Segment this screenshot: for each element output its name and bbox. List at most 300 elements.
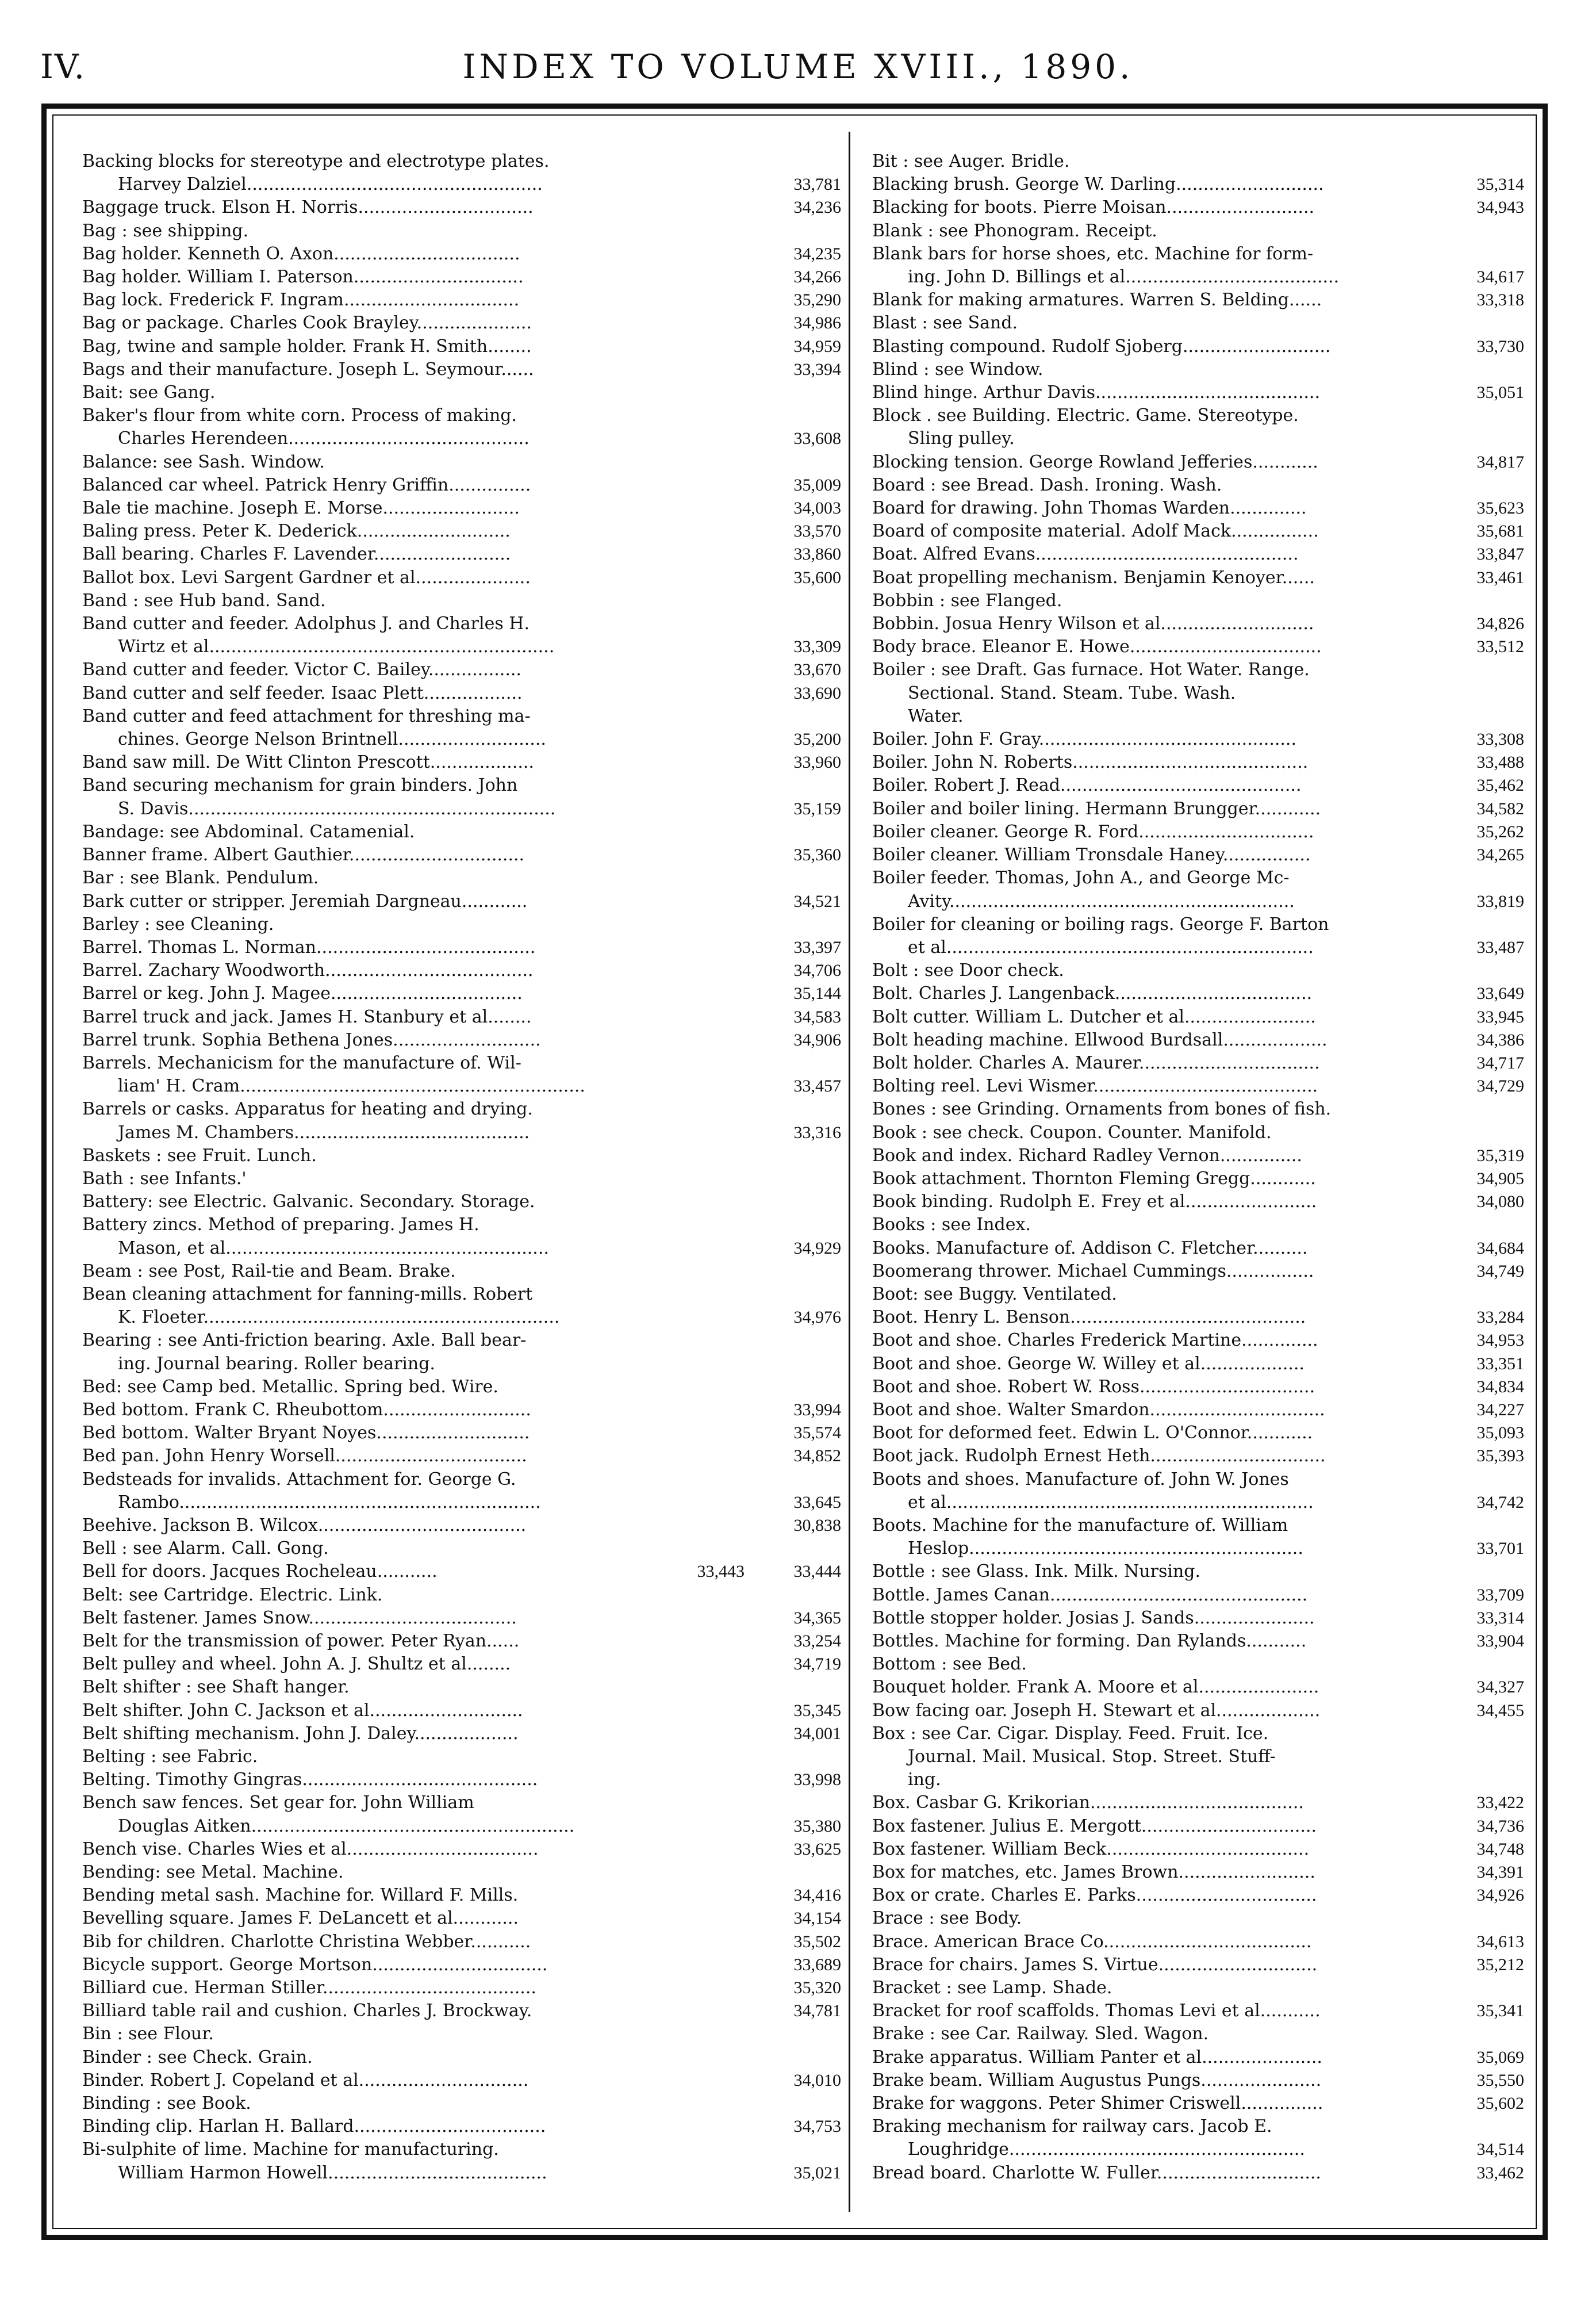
index-entry-text: Bag holder. William I. Paterson............................... — [82, 267, 524, 288]
index-entry-line — [872, 1167, 1524, 1190]
patent-number: 34,521 — [793, 891, 841, 911]
index-entry-text: Barrel. Zachary Woodworth...................................... — [82, 960, 534, 981]
index-entry-text: Bin : see Flour. — [82, 2024, 214, 2044]
index-entry-line — [82, 982, 841, 1005]
index-entry-line — [82, 1931, 841, 1954]
index-entry-line — [872, 2023, 1524, 2046]
index-entry-line — [872, 266, 1524, 289]
index-entry-line — [872, 1560, 1524, 1583]
index-entry-text: James M. Chambers........................................... — [118, 1122, 530, 1143]
index-entry-text: Bouquet holder. Frank A. Moore et al...................... — [872, 1677, 1319, 1698]
index-entry-line — [82, 335, 841, 358]
index-entry-text: Boiler feeder. Thomas, John A., and George Mc- — [872, 868, 1290, 888]
index-entry-text: Mason, et al........................................................... — [118, 1238, 549, 1258]
patent-number: 34,327 — [1476, 1678, 1524, 1697]
patent-number: 34,235 — [793, 244, 841, 263]
index-entry-line — [872, 1260, 1524, 1283]
patent-number: 33,625 — [793, 1839, 841, 1859]
index-entry-line — [872, 1537, 1524, 1560]
index-entry-text: Boat. Alfred Evans................................................ — [872, 544, 1299, 565]
index-entry-line — [872, 1607, 1524, 1630]
index-entry-line — [872, 1121, 1524, 1144]
index-entry-text: Brace : see Body. — [872, 1908, 1022, 1929]
index-entry-text: Box fastener. William Beck..................................... — [872, 1839, 1310, 1859]
index-entry-text: Beehive. Jackson B. Wilcox...................................... — [82, 1515, 527, 1535]
index-entry-text: Avity............................................................... — [908, 891, 1295, 912]
index-entry-line — [872, 1075, 1524, 1098]
index-entry-line — [872, 1283, 1524, 1306]
patent-number: 34,684 — [1476, 1238, 1524, 1258]
index-entry-line — [872, 196, 1524, 219]
index-entry-line — [82, 150, 841, 173]
index-entry-line — [82, 728, 841, 751]
index-entry-text: Bi-sulphite of lime. Machine for manufacturing. — [82, 2139, 499, 2160]
patent-number: 34,236 — [793, 198, 841, 217]
patent-number: 35,623 — [1476, 499, 1524, 518]
patent-number: 34,753 — [793, 2117, 841, 2136]
index-entry-line — [82, 404, 841, 427]
page-number: IV. — [40, 47, 86, 86]
index-entry-text: Bottle : see Glass. Ink. Milk. Nursing. — [872, 1561, 1201, 1582]
index-entry-text: Bottom : see Bed. — [872, 1654, 1027, 1675]
index-entry-text: Bolt : see Door check. — [872, 960, 1064, 981]
index-entry-text: Band cutter and feeder. Victor C. Bailey................. — [82, 660, 521, 680]
index-entry-text: Blasting compound. Rudolf Sjoberg........................... — [872, 336, 1331, 357]
index-entry-text: Brace. American Brace Co...................................... — [872, 1931, 1312, 1952]
index-entry-line — [82, 798, 841, 821]
index-entry-line — [82, 266, 841, 289]
index-entry-line — [872, 774, 1524, 797]
index-entry-text: chines. George Nelson Brintnell........................... — [118, 729, 546, 750]
patent-number: 33,254 — [793, 1632, 841, 1650]
patent-number: 35,320 — [793, 1978, 841, 1998]
index-entry-text: William Harmon Howell........................................ — [118, 2162, 547, 2183]
index-entry-text: Bolt cutter. William L. Dutcher et al........................ — [872, 1006, 1316, 1027]
column-divider — [849, 132, 850, 2212]
index-entry-line — [82, 774, 841, 797]
patent-number: 35,051 — [1476, 383, 1524, 403]
index-entry-line — [872, 1144, 1524, 1167]
index-entry-line — [872, 1237, 1524, 1260]
patent-number: 34,817 — [1476, 452, 1524, 472]
patent-number: 33,998 — [793, 1770, 841, 1790]
index-entry-line — [82, 612, 841, 635]
index-entry-text: Bag or package. Charles Cook Brayley..................... — [82, 313, 532, 334]
index-entry-text: Board for drawing. John Thomas Warden.............. — [872, 498, 1307, 519]
index-entry-line — [82, 589, 841, 612]
index-entry-text: Board : see Bread. Dash. Ironing. Wash. — [872, 474, 1222, 495]
index-entry-text: Boiler. John F. Gray............................................... — [872, 729, 1297, 750]
index-entry-line — [872, 1676, 1524, 1699]
index-entry-text: Band : see Hub band. Sand. — [82, 590, 326, 611]
patent-number: 35,144 — [793, 984, 841, 1004]
patent-number: 34,953 — [1476, 1331, 1524, 1350]
index-entry-line — [82, 1213, 841, 1236]
index-entry-line — [872, 1791, 1524, 1814]
index-entry-text: ing. John D. Billings et al....................................... — [908, 267, 1340, 288]
index-entry-line — [872, 705, 1524, 728]
index-entry-line — [872, 1213, 1524, 1236]
index-entry-text: Box : see Car. Cigar. Display. Feed. Fruit. Ice. — [872, 1723, 1269, 1744]
index-entry-line — [872, 358, 1524, 381]
index-entry-text: Books : see Index. — [872, 1215, 1031, 1235]
patent-number: 34,749 — [1476, 1261, 1524, 1281]
index-entry-text: Barrel trunk. Sophia Bethena Jones........................... — [82, 1029, 541, 1050]
index-entry-text: Battery zincs. Method of preparing. James H. — [82, 1215, 479, 1235]
patent-number: 35,314 — [1476, 175, 1524, 194]
index-entry-line — [82, 243, 841, 266]
index-entry-line — [872, 1468, 1524, 1491]
index-entry-line — [82, 2138, 841, 2161]
index-entry-text: Band securing mechanism for grain binders. John — [82, 775, 518, 796]
index-entry-line — [872, 1306, 1524, 1329]
index-entry-line — [872, 427, 1524, 450]
index-entry-line — [82, 1006, 841, 1029]
index-entry-text: Water. — [908, 706, 964, 726]
index-entry-line — [82, 1791, 841, 1814]
index-entry-line — [872, 1353, 1524, 1376]
index-entry-line — [82, 1768, 841, 1791]
patent-number: 33,649 — [1476, 984, 1524, 1004]
index-entry-line — [872, 1190, 1524, 1213]
index-entry-line — [872, 1815, 1524, 1838]
patent-number: 33,960 — [793, 753, 841, 772]
index-entry-text: Boot: see Buggy. Ventilated. — [872, 1284, 1117, 1304]
patent-number: 35,574 — [793, 1423, 841, 1443]
patent-number: 35,093 — [1476, 1423, 1524, 1443]
patent-number: 35,462 — [1476, 776, 1524, 795]
patent-number: 34,583 — [793, 1007, 841, 1027]
index-entry-line — [82, 936, 841, 959]
index-entry-line — [82, 1907, 841, 1930]
index-entry-text: Box fastener. Julius E. Mergott................................ — [872, 1816, 1317, 1836]
index-entry-text: Barrel or keg. John J. Magee................................... — [82, 983, 523, 1004]
index-entry-line — [82, 1144, 841, 1167]
index-entry-text: Blind hinge. Arthur Davis......................................... — [872, 382, 1321, 403]
index-entry-line — [872, 1768, 1524, 1791]
index-entry-line — [82, 497, 841, 520]
index-entry-text: Book binding. Rudolph E. Frey et al........................ — [872, 1192, 1317, 1212]
index-entry-line — [82, 220, 841, 243]
patent-number: 35,502 — [793, 1932, 841, 1951]
patent-number: 34,154 — [793, 1909, 841, 1928]
index-entry-text: Boat propelling mechanism. Benjamin Kenoyer...... — [872, 567, 1315, 588]
index-entry-text: Block . see Building. Electric. Game. Stereotype. — [872, 405, 1299, 426]
index-entry-line — [82, 751, 841, 774]
index-entry-line — [872, 220, 1524, 243]
patent-number: 34,391 — [1476, 1863, 1524, 1882]
index-entry-text: Boot. Henry L. Benson........................................... — [872, 1307, 1306, 1328]
index-entry-text: Book and index. Richard Radley Vernon............... — [872, 1145, 1302, 1166]
index-entry-text: Boiler for cleaning or boiling rags. George F. Barton — [872, 914, 1329, 935]
index-entry-text: Blank bars for horse shoes, etc. Machine for form- — [872, 243, 1314, 264]
patent-number: 33,904 — [1476, 1632, 1524, 1650]
index-entry-line — [872, 1931, 1524, 1954]
index-entry-line — [872, 566, 1524, 589]
patent-number: 33,645 — [793, 1492, 841, 1512]
index-entry-line — [82, 1954, 841, 1977]
patent-number: 35,200 — [793, 730, 841, 749]
index-entry-text: Boiler. John N. Roberts........................................... — [872, 752, 1309, 773]
index-entry-text: ing. — [908, 1770, 941, 1790]
patent-number: 33,701 — [1476, 1539, 1524, 1558]
index-entry-text: Barley : see Cleaning. — [82, 914, 274, 935]
index-entry-text: Belt shifting mechanism. John J. Daley................... — [82, 1723, 519, 1744]
index-entry-text: Bow facing oar. Joseph H. Stewart et al................... — [872, 1700, 1321, 1721]
index-entry-text: Bottle stopper holder. Josias J. Sands...................... — [872, 1607, 1315, 1628]
index-entry-line — [872, 1977, 1524, 2000]
index-entry-line — [82, 2115, 841, 2138]
index-entry-line — [872, 1329, 1524, 1352]
patent-number: 34,514 — [1476, 2140, 1524, 2159]
index-entry-line — [82, 1306, 841, 1329]
index-entry-line — [872, 1745, 1524, 1768]
patent-number: 33,487 — [1476, 937, 1524, 957]
index-entry-line — [872, 1376, 1524, 1399]
patent-number: 34,613 — [1476, 1932, 1524, 1951]
index-entry-text: Heslop............................................................. — [908, 1538, 1303, 1559]
index-entry-text: Brake beam. William Augustus Pungs...................... — [872, 2070, 1322, 2090]
index-entry-text: Baling press. Peter K. Dederick............................ — [82, 521, 511, 542]
index-entry-text: Blank : see Phonogram. Receipt. — [872, 220, 1157, 241]
index-entry-text: Brake for waggons. Peter Shimer Criswell............... — [872, 2093, 1323, 2114]
index-entry-line — [82, 1052, 841, 1075]
index-entry-text: et al................................................................... — [908, 1492, 1314, 1512]
index-entry-line — [82, 358, 841, 381]
patent-number: 33,284 — [1476, 1308, 1524, 1327]
index-entry-text: Boot and shoe. Robert W. Ross................................ — [872, 1376, 1315, 1397]
index-entry-text: Bolt holder. Charles A. Maurer................................. — [872, 1052, 1320, 1073]
index-entry-text: Bottles. Machine for forming. Dan Rylands........... — [872, 1631, 1307, 1651]
index-entry-text: Bit : see Auger. Bridle. — [872, 151, 1070, 171]
patent-number: 35,021 — [793, 2163, 841, 2182]
index-entry-text: Binding clip. Harlan H. Ballard................................... — [82, 2116, 546, 2137]
index-entry-line — [82, 821, 841, 844]
index-entry-line — [82, 1237, 841, 1260]
index-entry-text: ing. Journal bearing. Roller bearing. — [118, 1353, 435, 1374]
index-entry-line — [872, 474, 1524, 497]
patent-number: 33,308 — [1476, 730, 1524, 749]
index-entry-line — [872, 1514, 1524, 1537]
patent-number: 33,316 — [793, 1123, 841, 1142]
index-entry-text: Ball bearing. Charles F. Lavender......................... — [82, 544, 511, 565]
index-entry-text: Barrel. Thomas L. Norman........................................ — [82, 937, 536, 958]
index-entry-line — [82, 1376, 841, 1399]
index-entry-text: Bending: see Metal. Machine. — [82, 1862, 344, 1883]
index-entry-line — [872, 543, 1524, 566]
index-entry-text: Harvey Dalziel...................................................... — [118, 174, 543, 195]
index-entry-line — [872, 1630, 1524, 1653]
index-entry-text: Bell for doors. Jacques Rocheleau........... — [82, 1561, 438, 1582]
index-entry-line — [82, 1699, 841, 1722]
patent-number: 35,600 — [793, 568, 841, 587]
patent-number: 34,266 — [793, 267, 841, 287]
patent-number: 34,003 — [793, 499, 841, 518]
index-entry-line — [82, 682, 841, 705]
index-entry-line — [82, 1353, 841, 1376]
index-entry-line — [82, 635, 841, 658]
index-entry-text: Sectional. Stand. Steam. Tube. Wash. — [908, 683, 1236, 703]
index-entry-text: Boot jack. Rudolph Ernest Heth................................ — [872, 1446, 1326, 1466]
index-entry-text: Bag, twine and sample holder. Frank H. Smith........ — [82, 336, 532, 357]
index-entry-line — [82, 867, 841, 890]
index-entry-text: liam' H. Cram............................................................... — [118, 1076, 585, 1097]
index-entry-text: Bar : see Blank. Pendulum. — [82, 868, 319, 888]
index-entry-line — [82, 1167, 841, 1190]
index-entry-text: Loughridge...................................................... — [908, 2139, 1305, 2160]
index-entry-text: Bobbin. Josua Henry Wilson et al............................ — [872, 614, 1314, 634]
patent-number: 34,729 — [1476, 1077, 1524, 1096]
index-entry-line — [872, 867, 1524, 890]
index-entry-text: Binder. Robert J. Copeland et al............................... — [82, 2070, 529, 2090]
index-entry-line — [872, 1399, 1524, 1422]
index-entry-line — [82, 474, 841, 497]
index-entry-line — [82, 1861, 841, 1884]
index-entry-line — [82, 1745, 841, 1768]
index-entry-text: Belting : see Fabric. — [82, 1747, 258, 1767]
index-entry-line — [82, 1491, 841, 1514]
index-entry-text: Bolt. Charles J. Langenback.................................... — [872, 983, 1313, 1004]
patent-number: 33,689 — [793, 1955, 841, 1974]
index-entry-line — [82, 196, 841, 219]
index-entry-line — [82, 959, 841, 982]
index-entry-line — [82, 312, 841, 335]
index-entry-line — [82, 1884, 841, 1907]
patent-number: 35,345 — [793, 1701, 841, 1720]
index-entry-line — [82, 1468, 841, 1491]
index-entry-text: Bolt heading machine. Ellwood Burdsall................... — [872, 1029, 1328, 1050]
index-entry-line — [872, 243, 1524, 266]
index-entry-text: Bark cutter or stripper. Jeremiah Dargneau............ — [82, 891, 528, 912]
index-entry-text: Bolting reel. Levi Wismer......................................... — [872, 1076, 1318, 1097]
index-entry-text: Bib for children. Charlotte Christina Webber........... — [82, 1931, 531, 1952]
index-column-right — [872, 150, 1524, 2235]
index-entry-line — [82, 1075, 841, 1098]
index-entry-line — [82, 451, 841, 474]
index-entry-text: Bag lock. Frederick F. Ingram................................ — [82, 290, 520, 311]
index-entry-text: Boot and shoe. Charles Frederick Martine.............. — [872, 1330, 1318, 1351]
index-entry-line — [872, 1884, 1524, 1907]
index-entry-line — [872, 682, 1524, 705]
index-entry-line — [872, 1098, 1524, 1121]
index-entry-text: Belt shifter : see Shaft hanger. — [82, 1677, 350, 1698]
index-entry-line — [872, 312, 1524, 335]
index-entry-text: Bones : see Grinding. Ornaments from bones of fish. — [872, 1099, 1332, 1120]
index-entry-line — [872, 821, 1524, 844]
index-entry-line — [872, 1653, 1524, 1676]
index-entry-line — [82, 1815, 841, 1838]
index-entry-text: Braking mechanism for railway cars. Jacob E. — [872, 2116, 1272, 2137]
index-entry-text: Books. Manufacture of. Addison C. Fletcher.......... — [872, 1238, 1308, 1258]
index-entry-text: Journal. Mail. Musical. Stop. Street. Stuff- — [908, 1747, 1276, 1767]
patent-number: 35,009 — [793, 475, 841, 495]
patent-number: 34,906 — [793, 1030, 841, 1050]
index-entry-line — [82, 658, 841, 681]
index-entry-line — [82, 1190, 841, 1213]
index-entry-text: Bag : see shipping. — [82, 220, 249, 241]
index-entry-text: Band cutter and self feeder. Isaac Plett.................. — [82, 683, 523, 703]
index-entry-text: Bicycle support. George Mortson................................ — [82, 1954, 548, 1975]
patent-number: 33,444 — [793, 1562, 841, 1581]
index-entry-line — [82, 1584, 841, 1607]
index-entry-text: Brake : see Car. Railway. Sled. Wagon. — [872, 2024, 1209, 2044]
index-entry-text: Balance: see Sash. Window. — [82, 451, 325, 472]
index-entry-text: Bed pan. John Henry Worsell................................... — [82, 1446, 527, 1466]
index-entry-text: Bath : see Infants.' — [82, 1168, 247, 1189]
patent-number: 33,318 — [1476, 290, 1524, 310]
patent-number: 34,386 — [1476, 1030, 1524, 1050]
index-entry-text: Bed bottom. Walter Bryant Noyes............................ — [82, 1423, 530, 1443]
index-entry-line — [82, 2023, 841, 2046]
index-entry-line — [872, 936, 1524, 959]
index-entry-line — [872, 1954, 1524, 1977]
index-entry-line — [82, 1422, 841, 1445]
patent-number: 34,719 — [793, 1655, 841, 1674]
index-entry-text: Blank for making armatures. Warren S. Belding...... — [872, 290, 1322, 311]
patent-number: 34,455 — [1476, 1701, 1524, 1720]
index-entry-line — [872, 520, 1524, 543]
patent-number: 34,834 — [1476, 1377, 1524, 1396]
patent-number: 34,080 — [1476, 1192, 1524, 1212]
index-entry-line — [872, 1722, 1524, 1745]
index-entry-text: Book : see check. Coupon. Counter. Manifold. — [872, 1122, 1272, 1143]
index-entry-text: Wirtz et al............................................................... — [118, 637, 555, 657]
patent-number: 33,462 — [1476, 2163, 1524, 2182]
index-entry-text: Body brace. Eleanor E. Howe................................... — [872, 637, 1322, 657]
index-entry-line — [872, 658, 1524, 681]
index-entry-text: Boiler cleaner. William Tronsdale Haney................ — [872, 845, 1311, 865]
patent-number: 33,488 — [1476, 753, 1524, 772]
patent-number: 33,945 — [1476, 1007, 1524, 1027]
index-entry-text: Binder : see Check. Grain. — [82, 2047, 313, 2067]
patent-number: 34,617 — [1476, 267, 1524, 287]
index-entry-text: Battery: see Electric. Galvanic. Secondary. Storage. — [82, 1192, 535, 1212]
patent-number: 34,943 — [1476, 198, 1524, 217]
index-entry-text: Baker's flour from white corn. Process of making. — [82, 405, 517, 426]
index-entry-text: Billiard cue. Herman Stiller....................................... — [82, 1978, 536, 1998]
patent-number: 33,860 — [793, 545, 841, 564]
index-entry-text: Boot and shoe. George W. Willey et al................... — [872, 1353, 1305, 1374]
index-entry-text: Barrel truck and jack. James H. Stanbury et al........ — [82, 1006, 532, 1027]
patent-number: 30,838 — [793, 1515, 841, 1535]
index-entry-line — [82, 566, 841, 589]
patent-number: 34,852 — [793, 1446, 841, 1466]
index-entry-text: Balanced car wheel. Patrick Henry Griffin............... — [82, 474, 531, 495]
index-entry-text: Boot and shoe. Walter Smardon................................ — [872, 1399, 1325, 1420]
index-frame — [41, 104, 1548, 2240]
patent-number: 34,976 — [793, 1308, 841, 1327]
patent-number: 34,582 — [1476, 799, 1524, 818]
patent-number: 35,069 — [1476, 2047, 1524, 2067]
index-entry-line — [82, 1607, 841, 1630]
index-entry-line — [82, 1029, 841, 1052]
patent-number: 35,393 — [1476, 1446, 1524, 1466]
index-entry-text: Boiler. Robert J. Read............................................ — [872, 775, 1302, 796]
index-entry-text: Bench vise. Charles Wies et al................................... — [82, 1839, 539, 1859]
index-entry-line — [82, 844, 841, 867]
patent-number: 34,959 — [793, 336, 841, 356]
index-entry-text: Douglas Aitken........................................................... — [118, 1816, 575, 1836]
index-entry-text: Box. Casbar G. Krikorian....................................... — [872, 1793, 1304, 1813]
index-entry-text: Belt for the transmission of power. Peter Ryan...... — [82, 1631, 520, 1651]
index-entry-line — [872, 982, 1524, 1005]
patent-number: 34,826 — [1476, 614, 1524, 634]
patent-number: 34,929 — [793, 1238, 841, 1258]
patent-number: 35,360 — [793, 845, 841, 865]
index-entry-text: Bell : see Alarm. Call. Gong. — [82, 1538, 329, 1559]
index-entry-text: Belt fastener. James Snow...................................... — [82, 1607, 517, 1628]
index-entry-line — [872, 173, 1524, 196]
